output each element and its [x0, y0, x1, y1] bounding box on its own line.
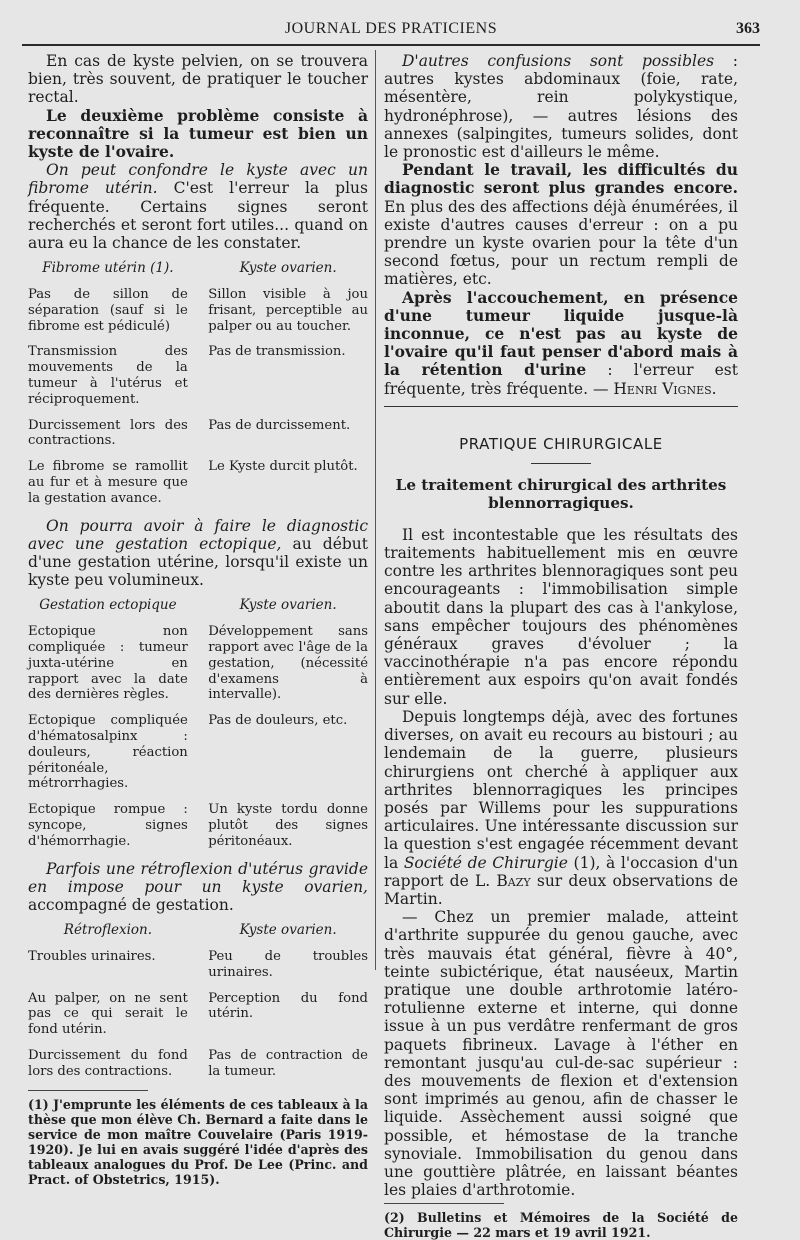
table-cell-right: Le Kyste durcit plutôt.	[208, 459, 358, 475]
right-column	[384, 52, 738, 1240]
table-row	[28, 949, 368, 981]
fibroma-rest: C'est l'erreur la plus fréquente. Certains signes seront recherchés et seront fort utiles... quand on aura eu la chance de les constater.	[28, 179, 368, 253]
table-cell-left: Durcissement du fond lors des contractions.	[28, 1047, 188, 1079]
footnote-rule	[28, 1090, 148, 1091]
table-header	[28, 261, 368, 277]
table-cell-left: Le fibrome se ramollit au fur et à mesure que la gestation avance.	[28, 459, 188, 506]
fibroma-italic: On peut confondre le kyste avec un fibrome utérin.	[28, 161, 368, 198]
table-row	[28, 344, 368, 407]
retroflexion-italic: Parfois une rétroflexion d'utérus gravide en impose pour un kyste ovarien,	[28, 859, 368, 896]
table-retroflexion	[28, 923, 368, 1079]
table-cell-right: Pas de durcissement.	[208, 417, 351, 433]
article-p2-italic: Société de Chirurgie	[403, 853, 568, 872]
labour-rest: En plus des des affections déjà énumérées, il existe d'autres causes d'erreur : on a pu prendre un kyste ovarien pour la tête d'un second fœtus, pour un rectum rempli de matières, etc.	[384, 197, 738, 289]
ectopic-italic: On pourra avoir à faire le diagnostic avec une gestation ectopique,	[28, 516, 368, 553]
paragraph-fibroma	[28, 161, 368, 252]
table-row	[28, 624, 368, 703]
other-confusions-rest: : autres kystes abdominaux (foie, rate, mésentère, rein polykystique, hydronéphrose), — autres lésions des annexes (salpingites, tumeurs solides, dont le pronostic est d'ailleurs le même.	[384, 52, 738, 162]
table-header-right: Kyste ovarien.	[239, 597, 337, 614]
column-divider	[375, 50, 376, 970]
table-fibroma	[28, 261, 368, 506]
table-header-left: Rétroflexion.	[63, 922, 152, 939]
table-cell-left: Troubles urinaires.	[28, 948, 156, 964]
table-header-right: Kyste ovarien.	[239, 260, 337, 277]
table-row	[28, 459, 368, 506]
table-cell-right: Développement sans rapport avec l'âge de la gestation, (nécessité d'examens à intervalle).	[208, 624, 368, 703]
table-ectopic	[28, 598, 368, 849]
journal-title: JOURNAL DES PRATICIENS	[284, 20, 498, 37]
retroflexion-rest: accompagné de gestation.	[28, 895, 234, 914]
section-short-rule	[531, 463, 591, 464]
paragraph-other-confusions	[384, 52, 738, 161]
table-cell-left: Au palper, on ne sent pas ce qui serait le fond utérin.	[28, 990, 188, 1038]
paragraph-retroflexion	[28, 860, 368, 915]
table-cell-right: Sillon visible à jou frisant, perceptible au palper ou au toucher.	[208, 287, 368, 334]
article-paragraph-2	[384, 708, 738, 908]
section-rule	[384, 406, 738, 407]
article-p2-c: sur deux observations de Martin.	[384, 871, 738, 908]
table-cell-right: Peu de troubles urinaires.	[208, 948, 368, 980]
table-cell-left: Pas de sillon de séparation (sauf si le fibrome est pédiculé)	[28, 287, 188, 334]
table-row	[28, 713, 368, 792]
table-cell-left: Ectopique rompue : syncope, signes d'hémorrhagie.	[28, 802, 188, 849]
author-signature: Henri Vignes.	[613, 379, 717, 398]
table-row	[28, 287, 368, 334]
paragraph-labour	[384, 161, 738, 288]
table-cell-right: Pas de transmission.	[208, 344, 346, 360]
table-header-left: Gestation ectopique	[39, 597, 177, 614]
after-delivery-rest: : l'erreur est fréquente, très fréquente. —	[384, 361, 738, 398]
table-cell-left: Ectopique compliquée d'hématosalpinx : douleurs, réaction péritonéale, métrorrhagies.	[28, 713, 188, 792]
table-cell-left: Transmission des mouvements de la tumeur à l'utérus et réciproquement.	[28, 344, 188, 407]
paragraph-second-problem: Le deuxième problème consiste à reconnaître si la tumeur est bien un kyste de l'ovaire.	[28, 105, 368, 162]
page-header	[22, 18, 760, 46]
table-cell-left: Ectopique non compliquée : tumeur juxta-utérine en rapport avec la date des dernières règles.	[28, 624, 188, 703]
table-cell-right: Perception du fond utérin.	[208, 990, 368, 1022]
table-row	[28, 802, 368, 849]
table-header-right: Kyste ovarien.	[239, 922, 337, 939]
footnote-rule	[384, 1203, 504, 1204]
footnote-2: (2) Bulletins et Mémoires de la Société de Chirurgie — 22 mars et 19 avril 1921.	[384, 1210, 738, 1240]
article-p2-a: Depuis longtemps déjà, avec des fortunes diverses, on avait eu recours au bistouri ; au lendemain de la guerre, plusieurs chirurgiens ont cherché à appliquer aux arthrites blennorragiques les principes posés par Willems pour les suppurations articulaires. Une intéressante discussion sur la question s'est engagée récemment devant la	[384, 707, 738, 872]
table-row	[28, 1048, 368, 1080]
section-title: PRATIQUE CHIRURGICALE	[459, 434, 663, 453]
after-delivery-bold: Après l'accouchement, en présence d'une tumeur liquide jusque-là inconnue, ce n'est pas au kyste de l'ovaire qu'il faut penser d'abord mais à la rétention d'urine	[384, 287, 738, 380]
table-cell-left: Durcissement lors des contractions.	[28, 417, 188, 449]
paragraph-pelvic-cyst: En cas de kyste pelvien, on se trouvera bien, très souvent, de pratiquer le toucher rectal.	[28, 52, 368, 107]
table-header-left: Fibrome utérin (1).	[42, 260, 174, 277]
article-p2-author: Bazy	[496, 871, 531, 890]
article-title: Le traitement chirurgical des arthrites blennorragiques.	[395, 475, 727, 512]
paragraph-after-delivery	[384, 289, 738, 398]
labour-bold: Pendant le travail, les difficultés du diagnostic seront plus grandes encore.	[384, 160, 738, 198]
table-row	[28, 418, 368, 450]
article-paragraph-3: — Chez un premier malade, atteint d'arthrite suppurée du genou gauche, avec très mauvais état général, fièvre à 40°, teinte subictérique, état nauséeux, Martin pratique une double arthrotomie latéro-rotulienne externe et interne, qui donne issue à un pus verdâtre renfermant de gros paquets fibrineux. Lavage à l'éther en remontant jusqu'au cul-de-sac supérieur : des mouvements de flexion et d'extension sont imprimés au genou, afin de chasser le liquide. Assèchement aussi soigné que possible, et hémostase de la tranche synoviale. Immobilisation du genou dans une gouttière plâtrée, en laissant béantes les plaies d'arthrotomie.	[384, 908, 738, 1200]
other-confusions-italic: D'autres confusions sont possibles	[402, 52, 715, 70]
footnote-1: (1) J'emprunte les éléments de ces tableaux à la thèse que mon élève Ch. Bernard a faite dans le service de mon maître Couvelaire (Paris 1919-1920). Je lui en avais suggéré l'idée d'après des tableaux analogues du Prof. De Lee (Princ. and Pract. of Obstetrics, 1915).	[28, 1096, 368, 1187]
table-row	[28, 991, 368, 1038]
left-column	[28, 52, 368, 1187]
table-header	[28, 923, 368, 939]
article-paragraph-1: Il est incontestable que les résultats des traitements habituellement mis en œuvre contre les arthrites blennoragiques sont peu encourageants : l'immobilisation simple aboutit dans la plupart des cas à l'ankylose, sans empêcher toujours des phénomènes généraux graves d'évoluer ; la vaccinothérapie n'a pas encore répondu entièrement aux espoirs qu'on avait fondés sur elle.	[384, 525, 738, 708]
paragraph-ectopic	[28, 517, 368, 590]
page-number: 363	[736, 20, 760, 37]
table-cell-right: Pas de contraction de la tumeur.	[208, 1047, 368, 1079]
table-header	[28, 598, 368, 614]
table-cell-right: Un kyste tordu donne plutôt des signes péritonéaux.	[208, 802, 368, 849]
table-cell-right: Pas de douleurs, etc.	[208, 713, 348, 729]
article-p2-b: (1), à l'occasion d'un rapport de L.	[384, 853, 739, 890]
ectopic-rest: au début d'une gestation utérine, lorsqu'il existe un kyste peu volumineux.	[28, 534, 368, 590]
